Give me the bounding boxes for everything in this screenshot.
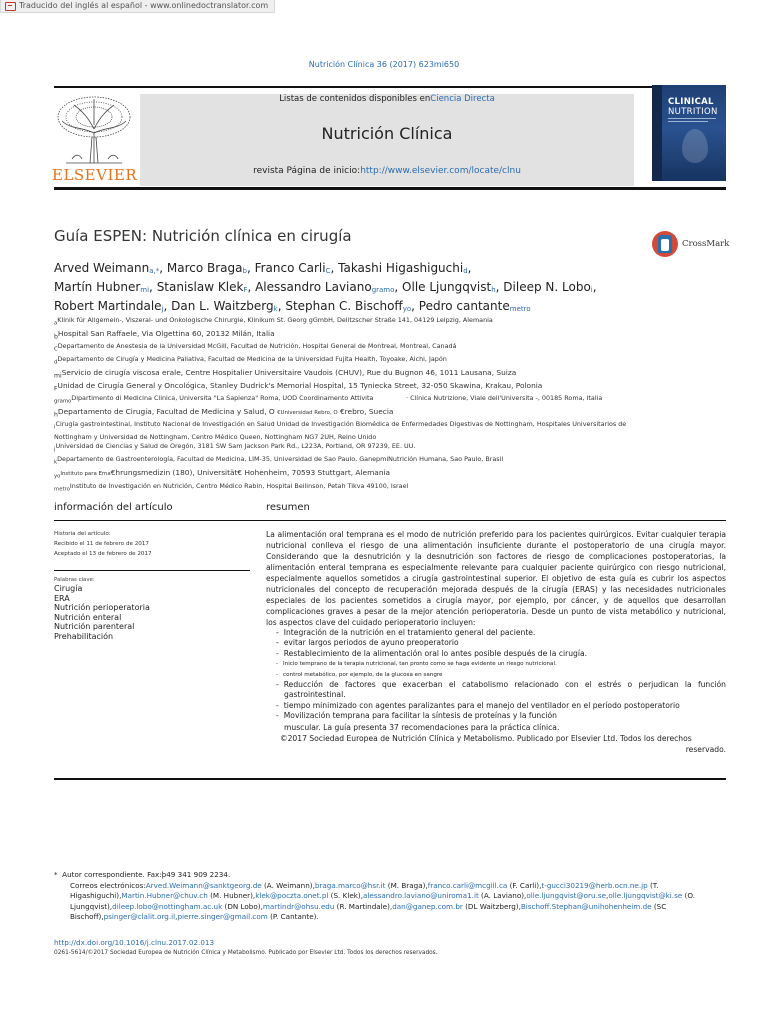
keyword: ERA xyxy=(54,593,70,603)
affiliation-b: $_b$Hospital San Raffaele, Via Olgettina 60, 20132 Milán, Italia xyxy=(54,328,275,341)
author-initials: , xyxy=(175,912,178,922)
author-name[interactable]: Robert Martindale xyxy=(54,299,162,313)
author-initials: , xyxy=(606,891,609,901)
author-initials: (F. Carli), xyxy=(507,880,542,890)
cover-spine xyxy=(652,85,662,181)
homepage-prefix: revista Página de inicio: xyxy=(253,166,361,176)
author-affiliation-marker[interactable]: yo xyxy=(402,305,412,313)
contents-prefix: Listas de contenidos disponibles en xyxy=(279,94,431,104)
section-rule xyxy=(54,520,726,521)
author-initials: (M. Hubner), xyxy=(207,891,256,901)
author-affiliation-marker[interactable]: metro xyxy=(509,305,531,313)
author-initials: (DL Waitzberg), xyxy=(462,901,521,911)
sciencedirect-link[interactable]: Ciencia Directa xyxy=(430,94,495,104)
author-email-link[interactable]: psinger@clalit.org.il xyxy=(103,912,176,922)
author-initials: (A. Laviano), xyxy=(478,891,527,901)
journal-cover-thumbnail xyxy=(652,85,726,181)
cover-rule xyxy=(668,118,716,119)
author-affiliation-marker[interactable]: i xyxy=(590,286,593,294)
author-name[interactable]: Alessandro Laviano xyxy=(255,280,372,294)
author-email-link[interactable]: dan@ganep.com.br xyxy=(392,901,463,911)
author-email-link[interactable]: Martin.Hubner@chuv.ch xyxy=(121,891,208,901)
author-list xyxy=(54,260,744,317)
author-affiliation-marker[interactable]: F xyxy=(243,286,248,294)
author-email-link[interactable]: pierre.singer@gmail.com xyxy=(177,912,268,922)
author-email-link[interactable]: t-gucci30219@herb.ocn.ne.jp xyxy=(541,880,648,890)
journal-title: Nutrición Clínica xyxy=(321,124,453,143)
affiliation-j: $_j$Universidad de Ciencias y Salud de Oregón, 3181 SW Sam Jackson Park Rd., L223A, Portland, OR 97239, EE. UU. xyxy=(54,442,416,453)
abstract-bottom-rule xyxy=(54,778,726,780)
author-initials: (T. Higashiguchi), xyxy=(70,880,659,901)
affiliation-d: $_d$Departamento de Cirugía y Medicina Paliativa, Facultad de Medicina de la Universidad Fujita Health, Toyoake, Aichi, Japón xyxy=(54,354,447,366)
author-affiliation-marker[interactable]: j xyxy=(161,305,164,313)
issn-copyright: 0261-5614/©2017 Sociedad Europea de Nutrición Clínica y Metabolismo. Publicado por Elsevier Ltd. Todos los derechos reservados. xyxy=(54,950,438,956)
author-affiliation-marker[interactable]: h xyxy=(491,286,496,294)
homepage-link[interactable]: http://www.elsevier.com/locate/clnu xyxy=(360,166,521,176)
article-info-heading: información del artículo xyxy=(54,502,173,513)
cover-rule xyxy=(668,121,708,122)
author-email-link[interactable]: Arved.Weimann@sanktgeorg.de xyxy=(145,880,262,890)
keyword: Prehabilitación xyxy=(54,631,114,641)
translator-banner[interactable] xyxy=(0,0,275,13)
author-email-link[interactable]: franco.carli@mcgill.ca xyxy=(427,880,508,890)
author-name[interactable]: Stanislaw Klek xyxy=(156,280,244,294)
abstract-body: La alimentación oral temprana es el modo de nutrición preferido para los pacientes quirúrgicos. Evitar cualquier terapia nutricional conlleva el riesgo de una alimentación insuficiente durante el postoperatorio de una cirugía mayor. Considerando que la desnutrición y la desnutrición son factores de riesgo de complicaciones postoperatorias, la alimentación enteral temprana es especialmente relevante para cualquier paciente quirúrgico con riesgo nutricional, especialmente aquellos sometidos a cirugía gastrointestinal superior. El objetivo de esta guía es cubrir los aspectos nutricionales del concepto de recuperación mejorada después de la cirugía (ERAS) y las necesidades nutricionales especiales de los pacientes sometidos a cirugía mayor, por ejemplo, por cáncer, y de aquellos que desarrollan complicaciones graves a pesar de la mejor atención perioperatoria. Desde un punto de vista metabólico y nutricional, los aspectos clave del cuidado perioperatorio incluyen: xyxy=(266,530,726,627)
crossmark-button[interactable] xyxy=(652,231,729,257)
crossmark-label: CrossMark xyxy=(682,239,730,249)
author-initials: (P. Cantante). xyxy=(267,912,319,922)
abstract-tail: muscular. La guía presenta 37 recomendaciones para la práctica clínica. xyxy=(284,722,560,732)
author-initials: (S. Klek), xyxy=(328,891,363,901)
pdf-translate-icon xyxy=(5,2,16,11)
abstract-reserved: reservado. xyxy=(685,744,726,754)
affiliations xyxy=(54,316,744,495)
author-email-link[interactable]: alessandro.laviano@uniroma1.it xyxy=(363,891,479,901)
cover-title-line-2: NUTRITION xyxy=(668,107,718,117)
author-name[interactable]: Pedro cantante xyxy=(418,299,510,313)
received-date: Recibido el 11 de febrero de 2017 xyxy=(54,541,149,547)
keyword: Nutrición parenteral xyxy=(54,622,135,632)
contents-line xyxy=(140,94,634,104)
affiliation-a: $_a$Klinik für Allgemein-, Viszeral- und Onkologische Chirurgie, Klinikum St. Georg gGmbH, Delitzscher Straße 141, 04129 Leipzig, Alemania xyxy=(54,316,493,327)
author-initials: (M. Braga), xyxy=(385,880,428,890)
author-name[interactable]: Franco Carli xyxy=(254,261,326,275)
abstract-text xyxy=(266,529,726,755)
author-name[interactable]: Olle Ljungqvist xyxy=(402,280,492,294)
keywords-block xyxy=(54,577,250,642)
corresponding-author-footnote xyxy=(54,870,734,923)
affiliation-h: $_h$Departamento de Cirugía, Facultad de Medicina y Salud, O €Universidad Rebro, O €rebro, Suecia xyxy=(54,406,394,419)
author-name[interactable]: Takashi Higashiguchi xyxy=(338,261,464,275)
key-aspect-item: - Integración de la nutrición en el tratamiento general del paciente. xyxy=(266,628,726,638)
key-aspect-item: - Movilización temprana para facilitar la síntesis de proteínas y la función xyxy=(266,711,726,721)
author-affiliation-marker[interactable]: b xyxy=(242,267,247,275)
journal-masthead xyxy=(140,94,634,186)
author-initials: (R. Martindale), xyxy=(334,901,393,911)
author-affiliation-marker[interactable]: mi xyxy=(140,286,150,294)
key-aspect-item: - tiempo minimizado con agentes paralizantes para el manejo del ventilador en el período postoperatorio xyxy=(266,701,726,711)
history-rule xyxy=(54,570,250,571)
author-line: Robert Martindale$_j$, Dan L. Waitzberg$_k$, Stephan C. Bischoff$_{yo}$, Pedro cantante$_{metro}$ xyxy=(54,299,531,313)
affiliation-yo: $_{yo}$Instituto para Erna€hrungsmedizin (180), Universität€ Hohenheim, 70593 Stuttgart, Alemania xyxy=(54,467,391,480)
author-initials: (SC Bischoff), xyxy=(70,901,667,922)
author-name[interactable]: Martín Hubner xyxy=(54,280,141,294)
key-aspects-list xyxy=(266,628,726,722)
author-affiliation-marker[interactable]: d xyxy=(463,267,468,275)
author-email-link[interactable]: braga.marco@hsr.it xyxy=(314,880,386,890)
key-aspect-item: - control metabólico, por ejemplo, de la glucosa en sangre xyxy=(266,670,726,680)
crossmark-icon xyxy=(652,231,678,257)
key-aspect-item: - Reducción de factores que exacerban el catabolismo relacionado con el estrés o perjudican la función gastrointestinal. xyxy=(266,680,726,701)
accepted-date: Aceptado el 13 de febrero de 2017 xyxy=(54,551,152,557)
affiliation-g-continued: · Clínica Nutrizione, Viale dell'Universita -, 00185 Roma, Italia xyxy=(406,393,603,402)
author-email-link[interactable]: Bischoff.Stephan@unihohenheim.de xyxy=(520,901,652,911)
author-email-link[interactable]: martindr@ohsu.edu xyxy=(262,901,335,911)
journal-reference[interactable]: Nutrición Clínica 36 (2017) 623mi650 xyxy=(308,60,460,69)
keyword: Nutrición enteral xyxy=(54,612,122,622)
author-line: Martín Hubner$_{mi}$, Stanislaw Klek$_F$, Alessandro Laviano$_{gramo}$, Olle Ljungqvist$_h$, Dileep N. Lobo$_i$, xyxy=(54,280,597,294)
keyword: Nutrición perioperatoria xyxy=(54,603,150,613)
article-title: Guía ESPEN: Nutrición clínica en cirugía xyxy=(54,227,352,245)
doi-link[interactable]: http://dx.doi.org/10.1016/j.clnu.2017.02.013 xyxy=(54,938,215,947)
key-aspect-item: - evitar largos periodos de ayuno preoperatorio xyxy=(266,638,726,648)
abstract-copyright: ©2017 Sociedad Europea de Nutrición Clínica y Metabolismo. Publicado por Elsevier Ltd. Todos los derechos xyxy=(280,733,692,743)
affiliation-c: $_C$Departamento de Anestesia de la Universidad McGill, Facultad de Nutrición, Hospital General de Montreal, Montreal, Canadá xyxy=(54,341,457,353)
affiliation-g: $_{gramo}$Dipartimento di Medicina Clinica, Universita "La Sapienza" Roma, UOD Coordinamento Attivita · Clínica Nutrizione, Viale dell'Universita -, 00185 Roma, Italia xyxy=(54,393,603,405)
author-affiliation-marker[interactable]: C xyxy=(325,267,331,275)
author-initials: (DN Lobo), xyxy=(222,901,263,911)
cover-title-line-1: CLINICAL xyxy=(668,97,714,107)
affiliation-metro: $_{metro}$Instituto de Investigación en Nutrición, Centro Médico Rabin, Hospital Beilinson, Petah Tikva 49100, Israel xyxy=(54,481,409,493)
affiliation-k: $_k$Departamento de Gastroenterología, Facultad de Medicina, LIM-35, Universidad de Sao Paulo, GanepmiNutrición Humana, Sao Paulo, Brasil xyxy=(54,455,504,466)
author-name[interactable]: Stephan C. Bischoff xyxy=(285,299,403,313)
author-name[interactable]: Dileep N. Lobo xyxy=(503,280,591,294)
cover-droplet-graphic xyxy=(682,129,708,163)
author-email-link[interactable]: klek@poczta.onet.pl xyxy=(255,891,329,901)
email-list: Correos electrónicos:Arved.Weimann@sanktgeorg.de (A. Weimann),braga.marco@hsr.it (M. Braga),franco.carli@mcgill.ca (F. Carli),t-gucci30219@herb.ocn.ne.jp (T. Higashiguchi),Martin.Hubner@chuv.ch (M. Hubner),klek@poczta.onet.pl (S. Klek),alessandro.laviano@uniroma1.it (A. Laviano),olle.ljungqvist@oru.se,olle.ljungqvist@ki.se (O. Ljungqvist),dileep.lobo@nottingham.ac.uk (DN Lobo),martindr@ohsu.edu (R. Martindale),dan@ganep.com.br (DL Waitzberg),Bischoff.Stephan@unihohenheim.de (SC Bischoff),psinger@clalit.org.il,pierre.singer@gmail.com (P. Cantante). xyxy=(70,880,696,922)
author-email-link[interactable]: dileep.lobo@nottingham.ac.uk xyxy=(112,901,223,911)
history-label: Historia del artículo: xyxy=(54,531,111,537)
author-name[interactable]: Marco Braga xyxy=(166,261,243,275)
author-affiliation-marker[interactable]: gramo xyxy=(371,286,395,294)
affiliation-e: $_{mi}$Servicio de cirugía viscosa erale, Centre Hospitalier Universitaire Vaudois (CHUV), Rue du Bugnon 46, 1011 Lausana, Suiza xyxy=(54,367,517,380)
article-history xyxy=(54,529,250,559)
author-line: Arved Weimann$_{a,*}$, Marco Braga$_b$, Franco Carli$_C$, Takashi Higashiguchi$_d$, xyxy=(54,261,472,275)
affiliation-f: $_F$Unidad de Cirugía General y Oncológica, Stanley Dudrick's Memorial Hospital, 15 Tyniecka Street, 32-050 Skawina, Krakau, Polonia xyxy=(54,380,543,393)
translator-text: Traducido del inglés al español - www.onlinedoctranslator.com xyxy=(19,1,269,10)
abstract-heading: resumen xyxy=(266,502,310,513)
affiliation-i-continued: Nottingham y Universidad de Nottingham, Centro Médico Queen, Nottingham NG7 2UH, Reino Unido xyxy=(54,432,377,441)
author-initials: (A. Weimann), xyxy=(261,880,315,890)
author-email-link[interactable]: olle.ljungqvist@oru.se xyxy=(526,891,607,901)
author-name[interactable]: Arved Weimann xyxy=(54,261,150,275)
key-aspect-item: - Restablecimiento de la alimentación oral lo antes posible después de la cirugía. xyxy=(266,649,726,659)
key-aspect-item: - Inicio temprano de la terapia nutricional, tan pronto como se haga evidente un riesgo nutricional. xyxy=(266,659,726,669)
keyword: Cirugía xyxy=(54,584,83,593)
author-initials: (O. Ljungqvist), xyxy=(70,891,696,911)
header-top-rule xyxy=(54,86,726,88)
keywords-label: Palabras clave: xyxy=(54,577,95,583)
corresponding-line: * Autor correspondiente. Fax:þ49 341 909 2234. xyxy=(54,870,231,879)
publisher-wordmark: ELSEVIER xyxy=(52,166,138,184)
author-email-link[interactable]: olle.ljungqvist@ki.se xyxy=(608,891,683,901)
header-bottom-rule xyxy=(54,187,726,190)
author-name[interactable]: Dan L. Waitzberg xyxy=(171,299,274,313)
author-affiliation-marker[interactable]: a,* xyxy=(149,267,160,275)
author-affiliation-marker[interactable]: k xyxy=(273,305,278,313)
homepage-line xyxy=(140,166,634,176)
affiliation-i: $_i$Cirugía gastrointestinal, Instituto Nacional de Investigación en Salud Unidad de Investigación Biomédica de Enfermedades Digestivas de Nottingham, Hospitales Universitarios de xyxy=(54,419,627,431)
